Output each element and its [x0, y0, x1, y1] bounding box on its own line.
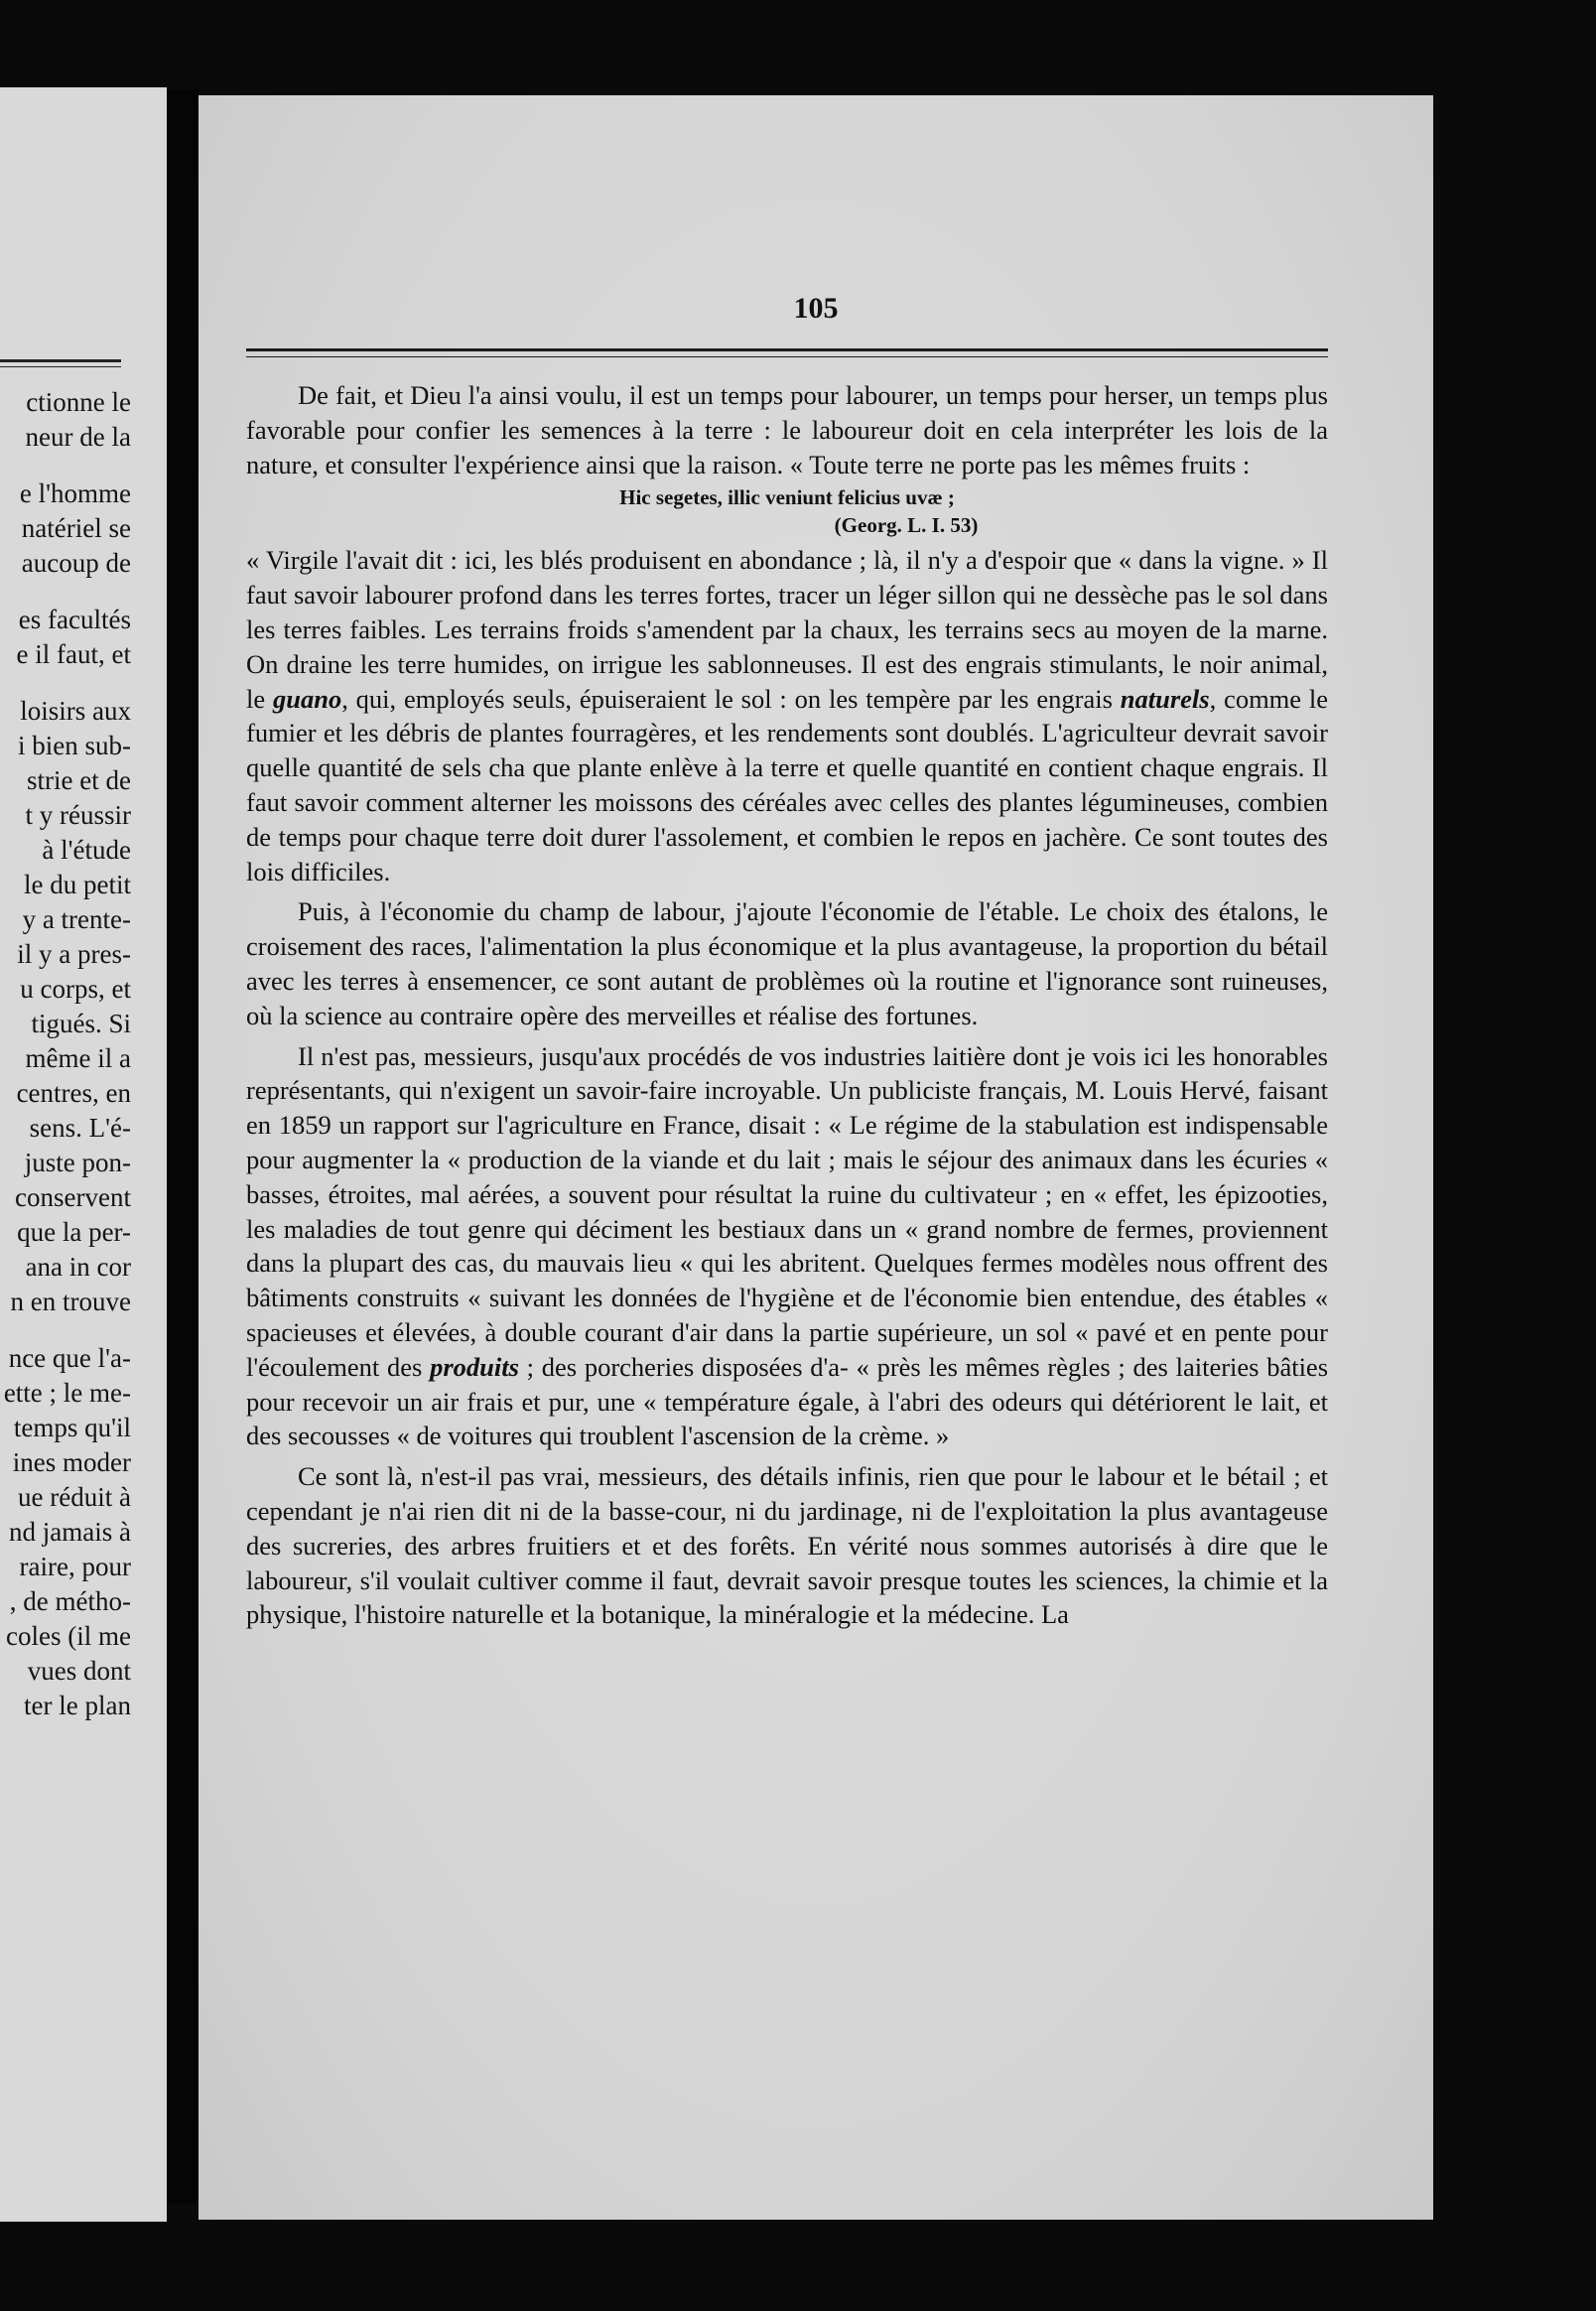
italic-guano: guano: [272, 683, 342, 714]
header-rule: [246, 348, 1328, 357]
left-page-line: nce que l'a-: [8, 1343, 131, 1373]
latin-quote: [246, 483, 1328, 539]
left-page-line: ue réduit à: [18, 1482, 131, 1512]
left-page-line: que la per-: [17, 1217, 131, 1247]
paragraph-2-part-b: , qui, employés seuls, épuiseraient le sol : on les tempère par les engrais: [341, 683, 1113, 714]
left-page-line: u corps, et: [20, 974, 131, 1004]
paragraph-2-part-a: « Virgile l'avait dit : ici, les blés produisent en abondance ; là, il n'y a d'espoir que « dans la vigne. » Il faut savoir labourer profond dans les terres fortes, tracer un léger sillon qui ne dessèche pas le sol dans les terres faibles. Les terrains froids s'amendent par la chaux, les terrains secs au moyen de la marne. On draine les terre humides, on irrigue les sablonneuses. Il est des engrais stimulants, le noir animal, le: [246, 545, 1328, 714]
quote-citation: (Georg. L. I. 53): [834, 513, 979, 538]
paragraph-2: [246, 543, 1328, 888]
left-page-line: le du petit: [24, 870, 131, 899]
left-page-line: e il faut, et: [16, 639, 131, 669]
left-page-header-rule: [0, 359, 121, 367]
left-page-line: ctionne le: [26, 387, 131, 417]
left-page-line: aucoup de: [21, 548, 131, 578]
paragraph-4-part-b: ; des porcheries disposées d'a- « près les mêmes règles ; des laiteries bâties pour recevoir un air frais et pur, une « température égale, à l'abri des odeurs qui détériorent le lait, et des secousses « de voitures qui troublent l'ascension de la crème. »: [246, 1351, 1329, 1451]
paragraph-1: De fait, et Dieu l'a ainsi voulu, il est un temps pour labourer, un temps pour herser, un temps plus favorable pour confier les semences à la terre : le laboureur doit en cela interpréter les lois de la nature, et consulter l'expérience ainsi que la raison. « Toute terre ne porte pas les mêmes fruits :: [246, 380, 1328, 479]
page-number: 105: [793, 292, 839, 325]
left-page-line: i bien sub-: [18, 731, 131, 760]
left-page-line: n en trouve: [10, 1287, 131, 1316]
book-page: [199, 95, 1433, 2220]
left-page-line: strie et de: [27, 765, 131, 795]
left-page-line: à l'étude: [42, 835, 131, 865]
left-page-line: centres, en: [16, 1078, 131, 1108]
left-page-line: sens. L'é-: [29, 1113, 131, 1143]
left-page-line: , de métho-: [9, 1586, 131, 1616]
left-page-line: ines moder: [12, 1447, 131, 1477]
paragraph-3: Puis, à l'économie du champ de labour, j'ajoute l'économie de l'étable. Le choix des étalons, le croisement des races, l'alimentation la plus économique et la plus avantageuse, la proportion du bétail avec les terres à ensemencer, ce sont autant de problèmes où la routine et l'ignorance sont ruineuses, où la science au contraire opère des merveilles et réalise des fortunes.: [246, 896, 1328, 1030]
paragraph-2-part-c: , comme le fumier et les débris de plantes fourragères, et les rendements sont doublés. L'agriculteur devrait savoir quelle quantité de sels cha que plante enlève à la terre et quelle quantité en contient chaque engrais. Il faut savoir comment alterner les moissons des céréales avec celles des plantes légumineuses, combien de temps pour chaque terre doit durer l'assolement, et combien le repos en jachère. Ce sont toutes des lois difficiles.: [246, 683, 1329, 886]
left-page-line: [0, 455, 131, 476]
left-page-line: y a trente-: [22, 904, 131, 934]
left-page-line: temps qu'il: [13, 1413, 131, 1442]
left-page-line: même il a: [25, 1043, 131, 1073]
left-page-fragment: [0, 87, 167, 2222]
left-page-line: coles (il me: [6, 1621, 131, 1651]
italic-produits: produits: [430, 1351, 519, 1382]
body-text: [246, 378, 1328, 1632]
left-page-text-lines: [0, 385, 131, 1723]
left-page-line: tigués. Si: [31, 1009, 131, 1038]
paragraph-4-part-a: Il n'est pas, messieurs, jusqu'aux procédés de vos industries laitière dont je vois ici les honorables représentants, qui n'exigent un savoir-faire incroyable. Un publiciste français, M. Louis Hervé, faisant en 1859 un rapport sur l'agriculture en France, disait : « Le régime de la stabulation est indispensable pour augmenter la « production de la viande et du lait ; mais le séjour des animaux dans les écuries « basses, étroites, mal aérées, a souvent pour résultat la ruine du cultivateur ; en « effet, les épizooties, les maladies de tout genre qui déciment les bestiaux dans un « grand nombre de fermes, proviennent dans la plupart des cas, du mauvais lieu « qui les abritent. Quelques fermes modèles nous offrent des bâtiments construits « suivant les données de l'hygiène et de l'économie bien entendue, des étables « spacieuses et élevées, à double courant d'air dans la partie supérieure, un sol « pavé et en pente pour l'écoulement des: [246, 1040, 1328, 1382]
book-gutter: [167, 89, 199, 2204]
left-page-line: ter le plan: [24, 1691, 131, 1720]
left-page-line: [0, 672, 131, 694]
left-page-line: il y a pres-: [17, 939, 131, 969]
left-page-line: e l'homme: [19, 478, 131, 508]
paragraph-5: Ce sont là, n'est-il pas vrai, messieurs, des détails infinis, rien que pour le labour et le bétail ; et cependant je n'ai rien dit ni de la basse-cour, ni du jardinage, ni de l'exploitation la plus avantageuse des sucreries, des arbres fruitiers et et des forêts. En vérité nous sommes autorisés à dire que le laboureur, s'il voulait cultiver comme il faut, devrait savoir presque toutes les sciences, la chimie et la physique, l'histoire naturelle et la botanique, la minéralogie et la médecine. La: [246, 1461, 1328, 1630]
left-page-line: [0, 581, 131, 603]
left-page-line: loisirs aux: [20, 696, 131, 726]
left-page-line: natériel se: [21, 513, 131, 543]
left-page-line: ette ; le me-: [3, 1378, 131, 1408]
paragraph-4: [246, 1039, 1328, 1454]
quote-line: Hic segetes, illic veniunt felicius uvæ ;: [619, 485, 955, 510]
italic-naturels: naturels: [1120, 683, 1210, 714]
left-page-line: neur de la: [25, 422, 131, 452]
left-page-line: ana in cor: [25, 1252, 131, 1282]
left-page-line: juste pon-: [24, 1148, 131, 1177]
left-page-line: vues dont: [27, 1656, 131, 1686]
left-page-line: [0, 1319, 131, 1341]
left-page-line: nd jamais à: [9, 1517, 131, 1547]
left-page-line: conservent: [15, 1182, 131, 1212]
left-page-line: t y réussir: [25, 800, 131, 830]
left-page-line: es facultés: [18, 605, 131, 634]
left-page-line: raire, pour: [19, 1552, 131, 1581]
